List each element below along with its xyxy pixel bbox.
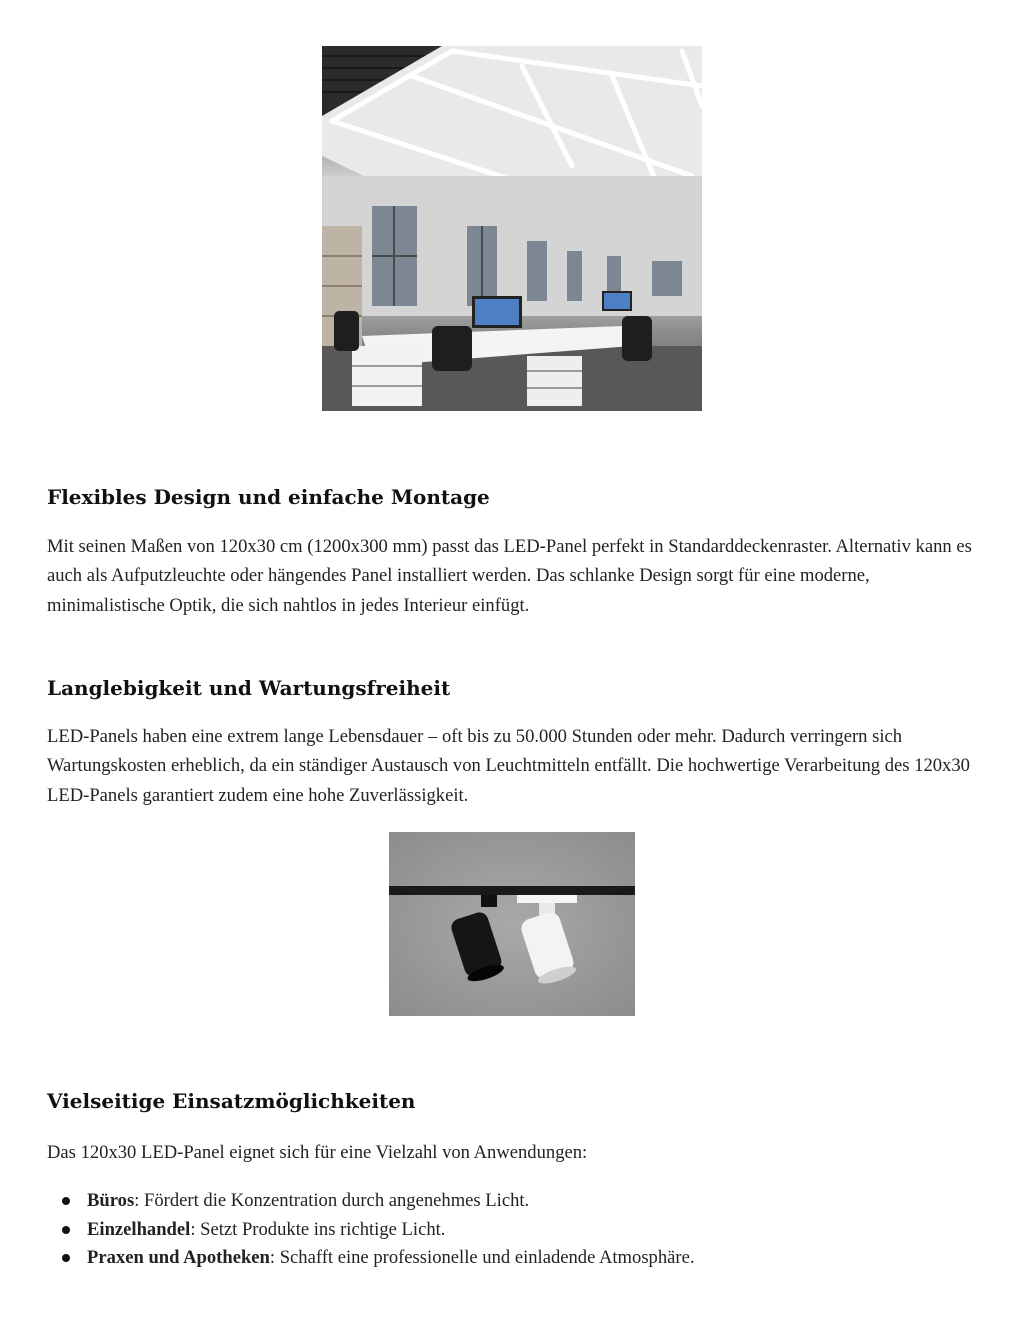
paragraph-longevity: LED-Panels haben eine extrem lange Lebensdauer – oft bis zu 50.000 Stunden oder mehr. Dadurch verringern sich Wartungskosten erheblich, da ein ständiger Austausch von Leuchtmitteln entfällt. Die hochwertige Verarbeitung des 120x30 LED-Panels garantiert zudem eine hohe Zuverlässigkeit. bbox=[47, 726, 970, 806]
bullet-icon bbox=[62, 1254, 70, 1262]
list-item bbox=[47, 1244, 695, 1273]
heading-versatile-uses: Vielseitige Einsatzmöglichkeiten bbox=[47, 1089, 416, 1113]
list-item-desc: : Schafft eine professionelle und einladende Atmosphäre. bbox=[269, 1247, 695, 1268]
office-interior-image bbox=[322, 46, 702, 411]
heading-longevity: Langlebigkeit und Wartungsfreiheit bbox=[47, 676, 451, 700]
list-item-term: Praxen und Apotheken bbox=[87, 1247, 270, 1268]
list-item bbox=[47, 1216, 695, 1245]
paragraph-flexible-design: Mit seinen Maßen von 120x30 cm (1200x300 mm) passt das LED-Panel perfekt in Standarddeckenraster. Alternativ kann es auch als Aufputzleuchte oder hängendes Panel installiert werden. Das schlanke Design sorgt für eine moderne, minimalistische Optik, die sich nahtlos in jedes Interieur einfügt. bbox=[47, 536, 972, 616]
list-item-term: Einzelhandel bbox=[87, 1218, 191, 1240]
bullet-icon bbox=[62, 1226, 70, 1234]
paragraph-versatile-uses: Das 120x30 LED-Panel eignet sich für eine Vielzahl von Anwendungen: bbox=[47, 1142, 588, 1163]
heading-flexible-design: Flexibles Design und einfache Montage bbox=[47, 485, 490, 509]
list-item bbox=[47, 1187, 695, 1216]
list-item-desc: : Fördert die Konzentration durch angenehmes Licht. bbox=[134, 1190, 530, 1211]
list-item-term: Büros bbox=[87, 1190, 135, 1211]
uses-list bbox=[47, 1187, 695, 1273]
list-item-desc: : Setzt Produkte ins richtige Licht. bbox=[190, 1218, 446, 1240]
bullet-icon bbox=[62, 1197, 70, 1205]
track-spotlights-image bbox=[389, 832, 635, 1016]
